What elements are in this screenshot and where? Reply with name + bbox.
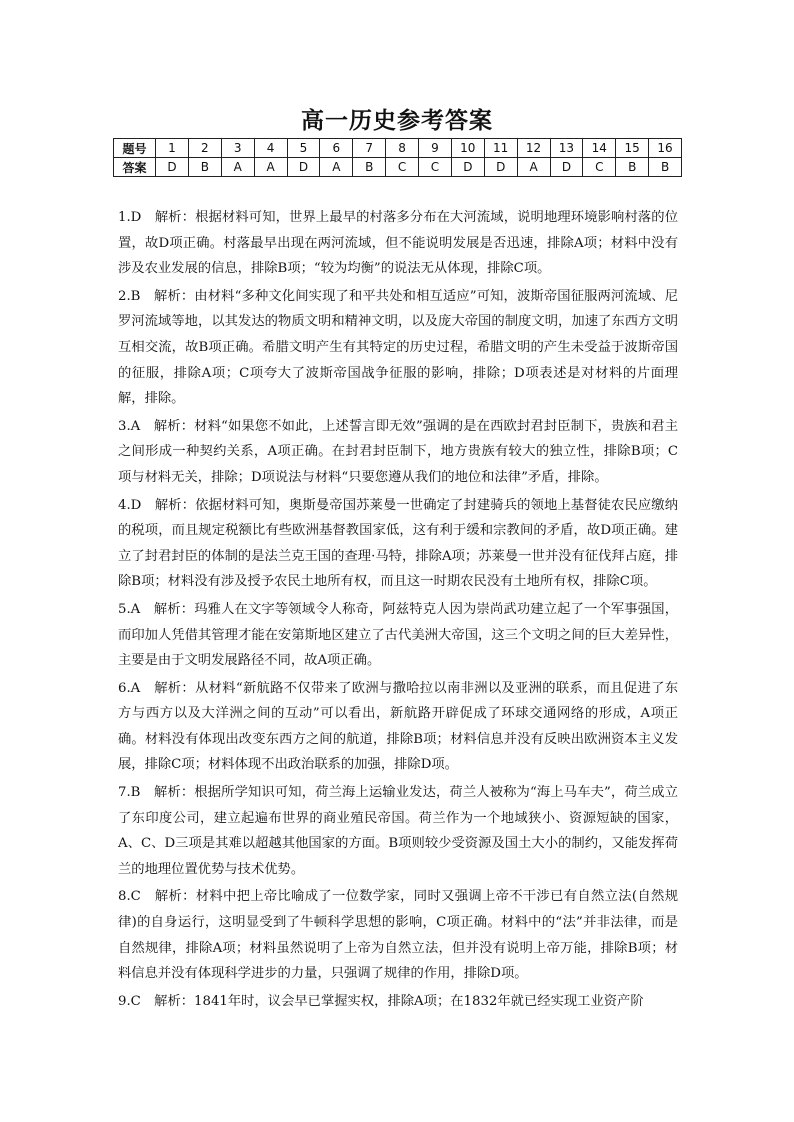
question-number: 11 [484,139,517,158]
explanation-list [118,205,678,1016]
question-number: 14 [583,139,616,158]
question-number: 15 [616,139,649,158]
question-number: 16 [649,139,682,158]
answer-cell: C [583,158,616,177]
question-number: 9 [419,139,452,158]
question-number: 5 [287,139,320,158]
answer-cell: B [649,158,682,177]
explanation-item-1: 1.D 解析：根据材料可知，世界上最早的村落多分布在大河流域，说明地理环境影响村落的位置，故D项正确。村落最早出现在两河流域，但不能说明发展是否迅速，排除A项；材料中没有涉及农业发展的信息，排除B项；“较为均衡”的说法无从体现，排除C项。 [118,210,678,277]
number-row-header: 题号 [114,139,156,158]
explanation-item-4: 4.D 解析：依据材料可知，奥斯曼帝国苏莱曼一世确定了封建骑兵的领地上基督徒农民应缴纳的税项，而且规定税额比有些欧洲基督教国家低，这有利于缓和宗教间的矛盾，故D项正确。建立了封君封臣的体制的是法兰克王国的查理·马特，排除A项；苏莱曼一世并没有征伐拜占庭，排除B项；材料没有涉及授予农民土地所有权，而且这一时期农民没有土地所有权，排除C项。 [118,497,678,590]
answer-cell: C [419,158,452,177]
question-number: 1 [156,139,189,158]
question-number: 13 [550,139,583,158]
answer-table-answer-row [114,158,682,177]
answer-table [113,138,682,177]
explanation-item-2: 2.B 解析：由材料“多种文化间实现了和平共处和相互适应”可知，波斯帝国征服两河流域、尼罗河流域等地，以其发达的物质文明和精神文明，以及庞大帝国的制度文明，加速了东西方文明互相交流，故B项正确。希腊文明产生有其特定的历史过程，希腊文明的产生未受益于波斯帝国的征服，排除A项；C项夸大了波斯帝国战争征服的影响，排除；D项表述是对材料的片面理解，排除。 [118,288,678,407]
question-number: 2 [188,139,221,158]
question-number: 7 [353,139,386,158]
explanation-item-7: 7.B 解析：根据所学知识可知，荷兰海上运输业发达，荷兰人被称为“海上马车夫”，荷兰成立了东印度公司，建立起遍布世界的商业殖民帝国。荷兰作为一个地域狭小、资源短缺的国家，A、C、D三项是其难以超越其他国家的方面。B项则较少受资源及国土大小的制约，又能发挥荷兰的地理位置优势与技术优势。 [118,785,678,877]
answer-cell: A [254,158,287,177]
question-number: 6 [320,139,353,158]
answer-row-header: 答案 [114,158,156,177]
explanation-item-6: 6.A 解析：从材料“新航路不仅带来了欧洲与撒哈拉以南非洲以及亚洲的联系，而且促进了东方与西方以及大洋洲之间的互动”可以看出，新航路开辟促成了环球交通网络的形成，A项正确。材料没有体现出改变东西方之间的航道，排除B项；材料信息并没有反映出欧洲资本主义发展，排除C项；材料体现不出政治联系的加强，排除D项。 [118,680,678,773]
question-number: 10 [451,139,484,158]
answer-cell: B [616,158,649,177]
question-number: 8 [386,139,419,158]
answer-cell: A [517,158,550,177]
answer-cell: A [221,158,254,177]
answer-cell: B [188,158,221,177]
page-title: 高一历史参考答案 [301,108,493,134]
answer-table-number-row [114,139,682,158]
answer-cell: D [550,158,583,177]
question-number: 3 [221,139,254,158]
answer-cell: D [287,158,320,177]
explanation-item-9: 9.C 解析：1841年时，议会早已掌握实权，排除A项；在1832年就已经实现工业资产阶 [118,993,644,1009]
answer-cell: D [451,158,484,177]
answer-cell: C [386,158,419,177]
explanation-item-3: 3.A 解析：材料“如果您不如此，上述誓言即无效”强调的是在西欧封君封臣制下，贵族和君主之间形成一种契约关系，A项正确。在封君封臣制下，地方贵族有较大的独立性，排除B项；C项与材料无关，排除；D项说法与材料“只要您遵从我们的地位和法律”矛盾，排除。 [118,418,678,485]
answer-cell: D [484,158,517,177]
answer-cell: D [156,158,189,177]
explanation-item-8: 8.C 解析：材料中把上帝比喻成了一位数学家，同时又强调上帝不干涉已有自然立法(自然规律)的自身运行，这明显受到了牛顿科学思想的影响，C项正确。材料中的“法”并非法律，而是自然规律，排除A项；材料虽然说明了上帝为自然立法，但并没有说明上帝万能，排除B项；材料信息并没有体现科学进步的力量，只强调了规律的作用，排除D项。 [118,889,678,982]
answer-cell: B [353,158,386,177]
explanation-item-5: 5.A 解析：玛雅人在文字等领域令人称奇，阿兹特克人因为崇尚武功建立起了一个军事强国，而印加人凭借其管理才能在安第斯地区建立了古代美洲大帝国，这三个文明之间的巨大差异性，主要是由于文明发展路径不同，故A项正确。 [118,601,678,669]
question-number: 12 [517,139,550,158]
question-number: 4 [254,139,287,158]
answer-cell: A [320,158,353,177]
